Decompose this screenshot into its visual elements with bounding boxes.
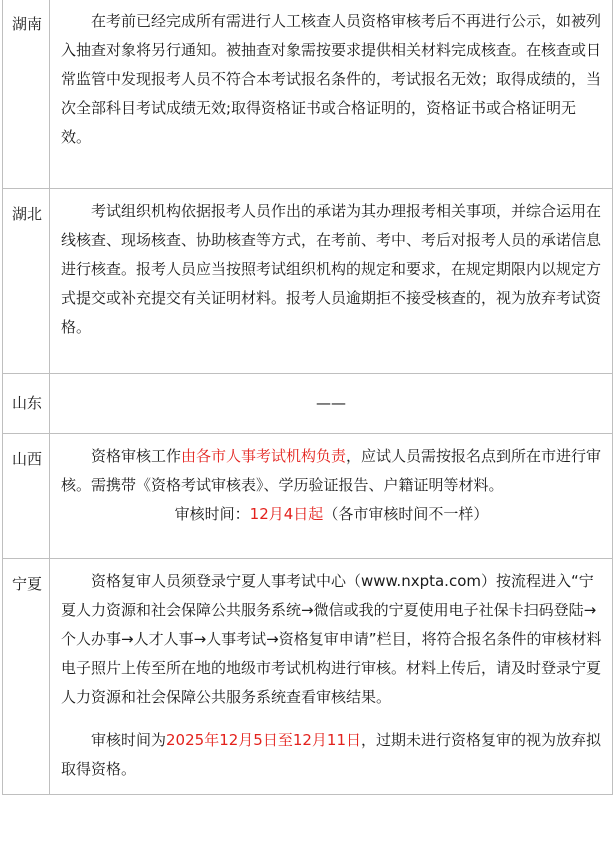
region-cell <box>3 189 50 374</box>
ningxia-review-time <box>61 726 602 784</box>
region-name-hubei: 湖北 <box>12 205 43 223</box>
table-row-shandong <box>3 374 613 434</box>
region-cell <box>3 0 50 189</box>
region-cell <box>3 559 50 795</box>
review-time-note: ，过期未进行资格复审的视为放弃拟取得资格。 <box>61 731 602 778</box>
content-cell <box>50 374 613 434</box>
shanxi-text-cont: ，应试人员需按报名点到所在市进行审核。需携带《资格考试审核表》、学历验证报告、户籍证明等材料。 <box>61 447 602 494</box>
content-cell <box>50 0 613 189</box>
content-cell <box>50 559 613 795</box>
region-name-hunan: 湖南 <box>12 15 43 33</box>
table-row-ningxia <box>3 559 613 795</box>
shanxi-text: 资格审核工作 <box>91 447 182 465</box>
shanxi-review-time <box>61 500 602 529</box>
hunan-paragraph: 在考前已经完成所有需进行人工核查人员资格审核考后不再进行公示，如被列入抽查对象将另行通知。被抽查对象需按要求提供相关材料完成核查。在核查或日常监管中发现报考人员不符合本考试报名条件的，考试报名无效；取得成绩的，当次全部科目考试成绩无效;取得资格证书或合格证明的，资格证书或合格证明无效。 <box>61 12 602 146</box>
table-row-shanxi <box>3 434 613 559</box>
region-name-shandong: 山东 <box>12 394 43 412</box>
hubei-paragraph: 考试组织机构依据报考人员作出的承诺为其办理报考相关事项，并综合运用在线核查、现场核查、协助核查等方式，在考前、考中、考后对报考人员的承诺信息进行核查。报考人员应当按照考试组织机构的规定和要求，在规定期限内以规定方式提交或补充提交有关证明材料。报考人员逾期拒不接受核查的，视为放弃考试资格。 <box>61 202 602 336</box>
region-name-shanxi: 山西 <box>12 450 43 468</box>
empty-dash: —— <box>316 394 346 412</box>
content-cell <box>50 189 613 374</box>
content-cell <box>50 434 613 559</box>
exam-review-table <box>2 0 613 795</box>
region-cell <box>3 434 50 559</box>
review-time-label: 审核时间为 <box>91 731 167 749</box>
region-name-ningxia: 宁夏 <box>12 575 43 593</box>
review-time-highlight: 12月4日起 <box>249 505 324 523</box>
ningxia-paragraph: 资格复审人员须登录宁夏人事考试中心（www.nxpta.com）按流程进入“宁夏人力资源和社会保障公共服务系统→微信或我的宁夏使用电子社保卡扫码登陆→个人办事→人才人事→人事考试→资格复审申请”栏目，将符合报名条件的审核材料电子照片上传至所在地的地级市考试机构进行审核。材料上传后，请及时登录宁夏人力资源和社会保障公共服务系统查看审核结果。 <box>61 572 602 706</box>
table-row-hunan <box>3 0 613 189</box>
shanxi-paragraph <box>61 442 602 500</box>
shanxi-highlight: 由各市人事考试机构负责 <box>181 447 347 465</box>
review-time-note: （各市审核时间不一样） <box>323 505 489 523</box>
table-row-hubei <box>3 189 613 374</box>
review-time-highlight: 2025年12月5日至12月11日 <box>166 731 361 749</box>
region-cell <box>3 374 50 434</box>
review-time-label: 审核时间： <box>174 505 250 523</box>
